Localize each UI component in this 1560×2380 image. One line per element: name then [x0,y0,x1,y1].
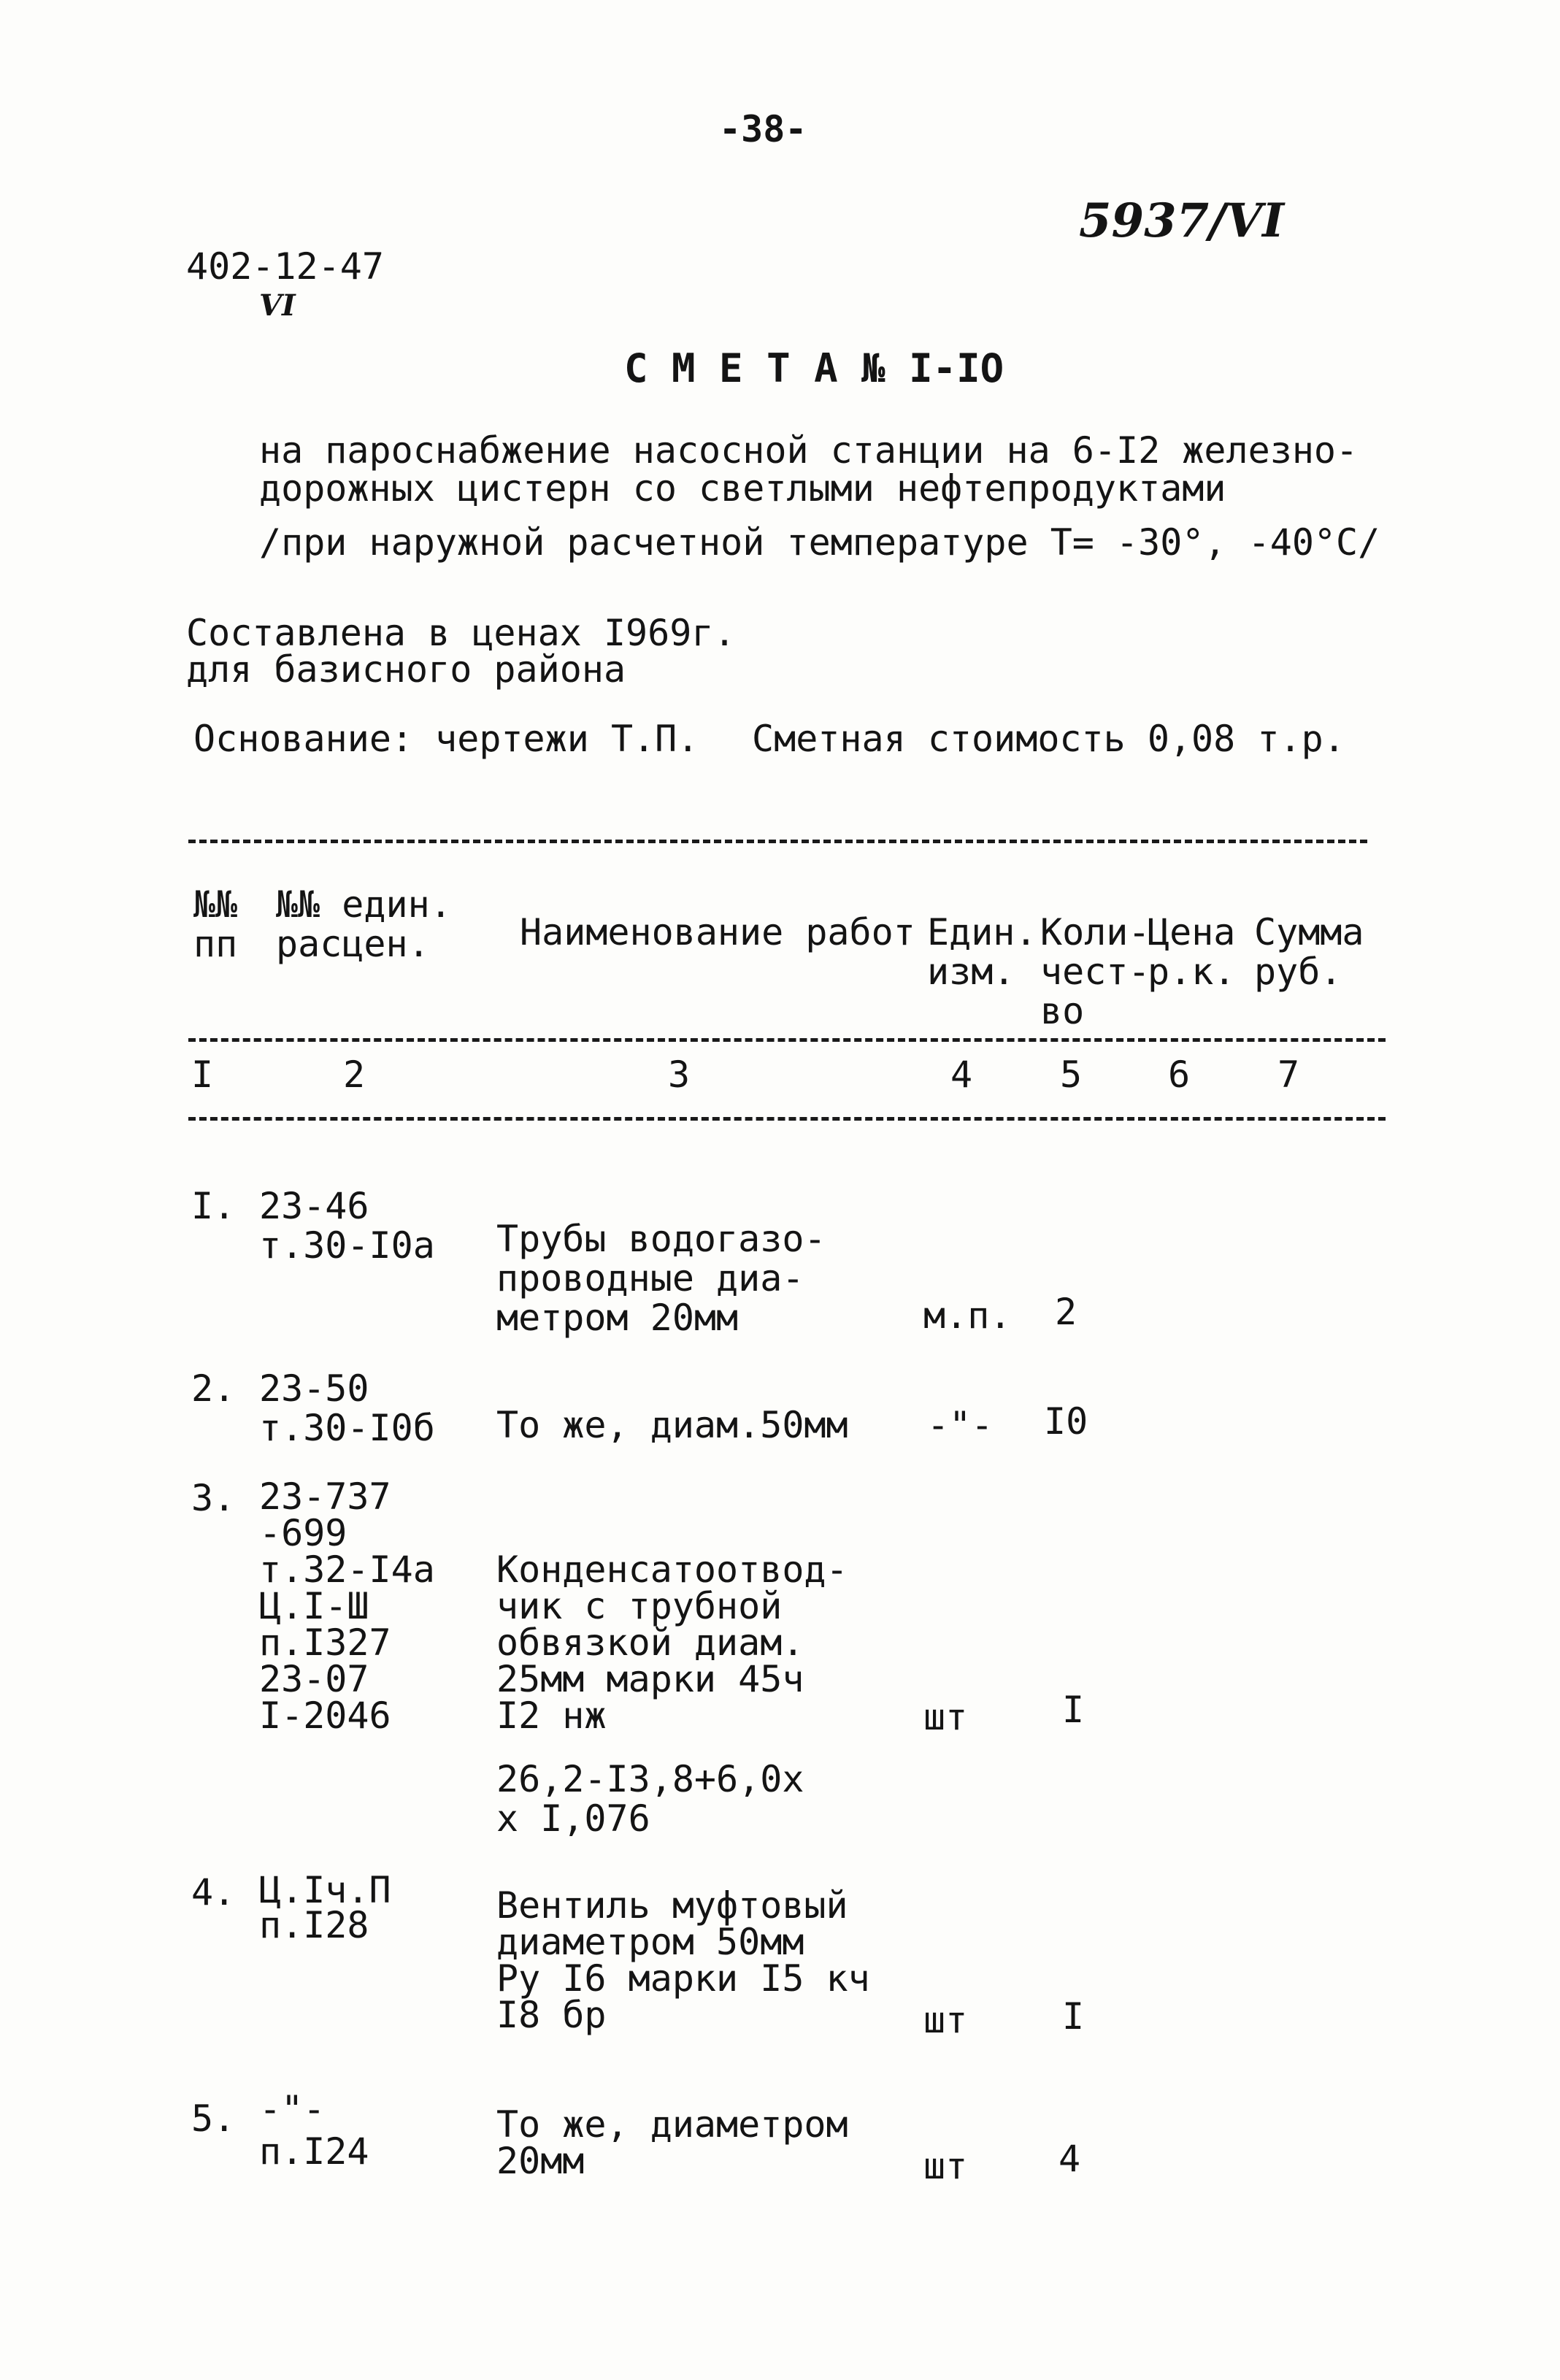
row-4-number: 4. [191,1871,236,1913]
subtitle-line-1: на пароснабжение насосной станции на 6-I2 железно- [259,429,1359,472]
row-5-unit: шт [923,2145,968,2187]
subtitle-line-3: /при наружной расчетной температуре Т= -30°, -40°С/ [259,521,1380,564]
column-number-7: 7 [1277,1053,1300,1096]
basis-label: Основание: чертежи Т.П. [193,718,699,760]
header-unit: Един. изм. [927,911,1037,993]
row-3-unit: шт [923,1696,968,1738]
column-number-3: 3 [668,1053,691,1096]
header-rate-number: №№ един. расцен. [276,883,452,965]
column-number-6: 6 [1168,1053,1191,1096]
row-4-work-name: Вентиль муфтовый диаметром 50мм Ру I6 марки I5 кч I8 бр [496,1884,870,2036]
document-code-mark: VI [259,288,296,323]
row-1-quantity: 2 [1055,1291,1077,1333]
row-5-work-name: То же, диаметром 20мм [496,2103,848,2182]
row-3-quantity: I [1062,1689,1085,1731]
row-5-number: 5. [191,2097,236,2140]
row-2-quantity: I0 [1044,1400,1088,1443]
column-numbers-rule [188,1117,1386,1121]
subtitle-line-2: дорожных цистерн со светлыми нефтепродуктами [259,467,1226,510]
header-bottom-rule [188,1038,1386,1042]
column-number-2: 2 [343,1053,366,1096]
estimated-cost: Сметная стоимость 0,08 т.р. [752,718,1345,760]
row-1-rate: 23-46 т.30-I0а [259,1185,435,1267]
row-5-rate: -"- п.I24 [259,2088,369,2173]
header-price: Цена р.к. [1148,911,1236,993]
row-3-price-formula: 26,2-I3,8+6,0х х I,076 [496,1758,804,1840]
document-title: С М Е Т А № I-IO [624,345,1004,391]
column-number-4: 4 [950,1053,973,1096]
row-1-work-name: Трубы водогазо- проводные диа- метром 20мм [496,1218,826,1339]
row-4-unit: шт [923,1999,968,2041]
row-4-rate: Ц.Iч.П п.I28 [259,1869,391,1946]
row-3-number: 3. [191,1477,236,1519]
row-5-quantity: 4 [1058,2138,1081,2180]
compiled-region: для базисного района [186,648,626,691]
row-1-unit: м.п. [923,1294,1012,1337]
header-row-number: №№ пп [193,883,238,965]
row-2-rate: 23-50 т.30-I0б [259,1367,435,1449]
row-2-work-name: То же, диам.50мм [496,1404,848,1446]
column-number-1: I [191,1053,214,1096]
row-1-number: I. [191,1185,236,1227]
row-2-number: 2. [191,1367,236,1410]
row-3-rate: 23-737 -699 т.32-I4а Ц.I-Ш п.I327 23-07 I-2046 [259,1475,435,1737]
row-3-work-name: Конденсатоотвод- чик с трубной обвязкой диам. 25мм марки 45ч I2 нж [496,1548,848,1737]
header-quantity: Коли- чест- во [1040,911,1150,1032]
header-work-name: Наименование работ [520,911,915,953]
row-4-quantity: I [1062,1995,1085,2038]
table-top-rule [188,840,1367,843]
header-sum: Сумма руб. [1254,911,1364,993]
document-code: 402-12-47 [186,245,384,288]
handwritten-archive-code: 5937/VI [1079,193,1285,248]
compiled-prices: Составлена в ценах I969г. [186,612,736,654]
column-number-5: 5 [1060,1053,1083,1096]
page-number: -38- [719,108,807,150]
row-2-unit: -"- [927,1404,994,1446]
